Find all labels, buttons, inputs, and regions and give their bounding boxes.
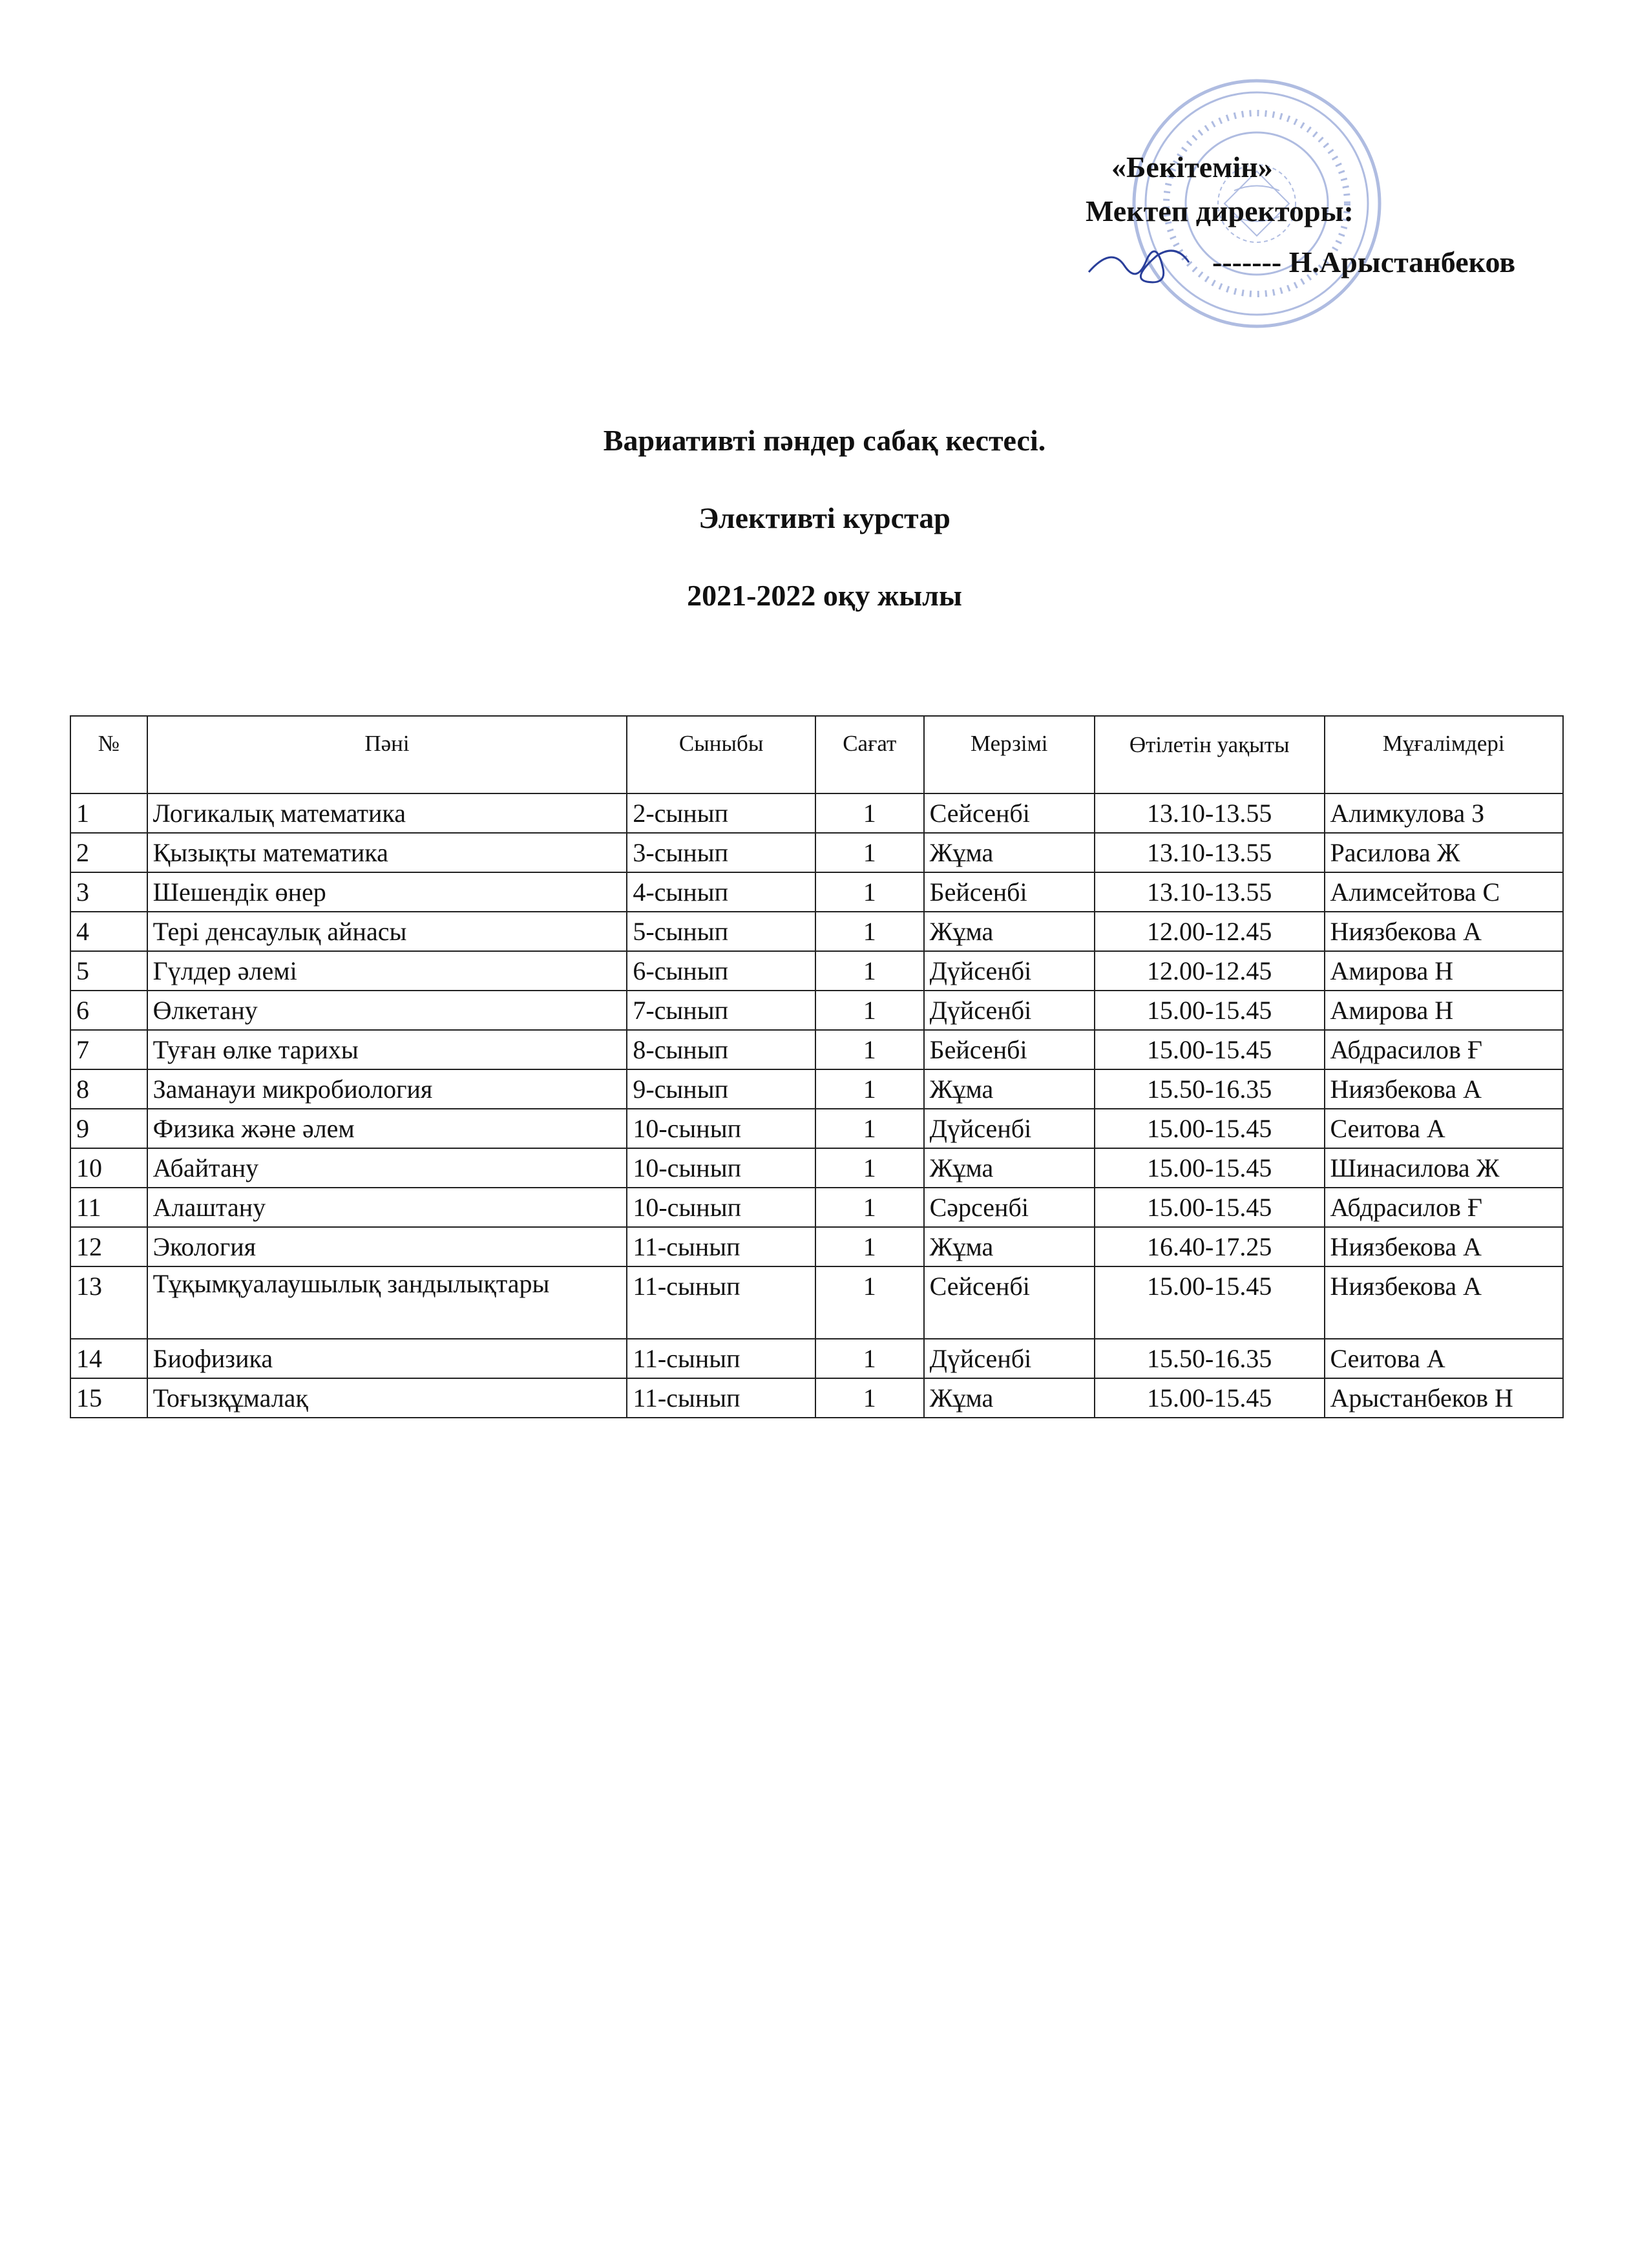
cell-class: 11-сынып — [627, 1339, 815, 1378]
cell-time: 15.00-15.45 — [1095, 1030, 1325, 1069]
cell-hours: 1 — [815, 833, 924, 872]
cell-time: 15.00-15.45 — [1095, 1188, 1325, 1227]
cell-subject: Өлкетану — [147, 991, 627, 1030]
header-num: № — [70, 716, 147, 793]
cell-class: 11-сынып — [627, 1378, 815, 1418]
cell-subject: Туған өлке тарихы — [147, 1030, 627, 1069]
cell-hours: 1 — [815, 1227, 924, 1266]
cell-teacher: Ниязбекова А — [1325, 1069, 1563, 1109]
cell-hours: 1 — [815, 872, 924, 912]
cell-class: 11-сынып — [627, 1227, 815, 1266]
cell-num: 6 — [70, 991, 147, 1030]
header-subject: Пәні — [147, 716, 627, 793]
schedule-table — [70, 715, 1564, 1418]
cell-teacher: Шинасилова Ж — [1325, 1148, 1563, 1188]
cell-hours: 1 — [815, 1148, 924, 1188]
table-row — [70, 1030, 1563, 1069]
table-row — [70, 1227, 1563, 1266]
cell-subject: Биофизика — [147, 1339, 627, 1378]
cell-day: Бейсенбі — [924, 1030, 1095, 1069]
table-row — [70, 833, 1563, 872]
cell-subject: Логикалық математика — [147, 793, 627, 833]
cell-time: 16.40-17.25 — [1095, 1227, 1325, 1266]
cell-subject: Тоғызқұмалақ — [147, 1378, 627, 1418]
cell-class: 6-сынып — [627, 951, 815, 991]
cell-num: 13 — [70, 1266, 147, 1339]
cell-hours: 1 — [815, 991, 924, 1030]
cell-num: 12 — [70, 1227, 147, 1266]
approval-heading: «Бекітемін» — [1111, 151, 1273, 184]
cell-day: Дүйсенбі — [924, 1109, 1095, 1148]
cell-num: 9 — [70, 1109, 147, 1148]
cell-hours: 1 — [815, 1109, 924, 1148]
cell-teacher: Алимкулова З — [1325, 793, 1563, 833]
cell-day: Дүйсенбі — [924, 991, 1095, 1030]
cell-num: 7 — [70, 1030, 147, 1069]
cell-class: 3-сынып — [627, 833, 815, 872]
cell-hours: 1 — [815, 1266, 924, 1339]
academic-year: 2021-2022 оқу жылы — [687, 579, 962, 612]
cell-num: 2 — [70, 833, 147, 872]
cell-teacher: Ниязбекова А — [1325, 912, 1563, 951]
cell-time: 15.00-15.45 — [1095, 991, 1325, 1030]
cell-subject: Экология — [147, 1227, 627, 1266]
cell-class: 10-сынып — [627, 1109, 815, 1148]
table-row — [70, 872, 1563, 912]
cell-num: 1 — [70, 793, 147, 833]
table-row — [70, 793, 1563, 833]
cell-day: Бейсенбі — [924, 872, 1095, 912]
cell-hours: 1 — [815, 1069, 924, 1109]
cell-teacher: Амирова Н — [1325, 991, 1563, 1030]
cell-class: 9-сынып — [627, 1069, 815, 1109]
approval-signature-line — [1086, 233, 1515, 291]
cell-num: 11 — [70, 1188, 147, 1227]
cell-num: 10 — [70, 1148, 147, 1188]
cell-subject: Тұқымқуалаушылық зандылықтары — [147, 1266, 627, 1339]
cell-class: 2-сынып — [627, 793, 815, 833]
cell-day: Дүйсенбі — [924, 1339, 1095, 1378]
header-time: Өтілетін уақыты — [1095, 716, 1325, 793]
cell-num: 14 — [70, 1339, 147, 1378]
cell-day: Жұма — [924, 912, 1095, 951]
cell-num: 3 — [70, 872, 147, 912]
cell-teacher: Сеитова А — [1325, 1109, 1563, 1148]
cell-day: Сейсенбі — [924, 1266, 1095, 1339]
cell-class: 5-сынып — [627, 912, 815, 951]
cell-time: 12.00-12.45 — [1095, 912, 1325, 951]
cell-teacher: Абдрасилов Ғ — [1325, 1188, 1563, 1227]
cell-class: 7-сынып — [627, 991, 815, 1030]
table-row — [70, 951, 1563, 991]
header-day: Мерзімі — [924, 716, 1095, 793]
cell-teacher: Абдрасилов Ғ — [1325, 1030, 1563, 1069]
cell-day: Жұма — [924, 833, 1095, 872]
cell-num: 15 — [70, 1378, 147, 1418]
cell-subject: Тері денсаулық айнасы — [147, 912, 627, 951]
table-row — [70, 1109, 1563, 1148]
cell-num: 5 — [70, 951, 147, 991]
cell-day: Жұма — [924, 1378, 1095, 1418]
cell-teacher: Расилова Ж — [1325, 833, 1563, 872]
signature — [1086, 233, 1208, 291]
document-subtitle: Элективті курстар — [698, 501, 951, 534]
cell-class: 4-сынып — [627, 872, 815, 912]
cell-class: 10-сынып — [627, 1188, 815, 1227]
cell-class: 8-сынып — [627, 1030, 815, 1069]
cell-time: 15.00-15.45 — [1095, 1378, 1325, 1418]
cell-time: 13.10-13.55 — [1095, 793, 1325, 833]
cell-teacher: Сеитова А — [1325, 1339, 1563, 1378]
cell-teacher: Арыстанбеков Н — [1325, 1378, 1563, 1418]
table-header-row — [70, 716, 1563, 793]
cell-class: 10-сынып — [627, 1148, 815, 1188]
cell-time: 15.50-16.35 — [1095, 1069, 1325, 1109]
header-hours: Сағат — [815, 716, 924, 793]
cell-hours: 1 — [815, 1188, 924, 1227]
table-row — [70, 991, 1563, 1030]
cell-time: 15.50-16.35 — [1095, 1339, 1325, 1378]
cell-teacher: Алимсейтова С — [1325, 872, 1563, 912]
cell-hours: 1 — [815, 1339, 924, 1378]
cell-time: 12.00-12.45 — [1095, 951, 1325, 991]
cell-time: 13.10-13.55 — [1095, 872, 1325, 912]
approval-position: Мектеп директоры: — [1086, 194, 1354, 227]
cell-day: Жұма — [924, 1069, 1095, 1109]
cell-day: Дүйсенбі — [924, 951, 1095, 991]
cell-subject: Физика және әлем — [147, 1109, 627, 1148]
cell-hours: 1 — [815, 1378, 924, 1418]
header-teacher: Мұғалімдері — [1325, 716, 1563, 793]
cell-subject: Абайтану — [147, 1148, 627, 1188]
cell-teacher: Ниязбекова А — [1325, 1266, 1563, 1339]
director-name: ------- Н.Арыстанбеков — [1212, 246, 1516, 278]
cell-subject: Шешендік өнер — [147, 872, 627, 912]
cell-time: 15.00-15.45 — [1095, 1109, 1325, 1148]
table-row — [70, 1339, 1563, 1378]
cell-subject: Гүлдер әлемі — [147, 951, 627, 991]
cell-day: Жұма — [924, 1227, 1095, 1266]
approval-block — [1086, 145, 1515, 291]
cell-time: 15.00-15.45 — [1095, 1266, 1325, 1339]
cell-teacher: Амирова Н — [1325, 951, 1563, 991]
cell-class: 11-сынып — [627, 1266, 815, 1339]
cell-hours: 1 — [815, 1030, 924, 1069]
cell-num: 4 — [70, 912, 147, 951]
cell-num: 8 — [70, 1069, 147, 1109]
cell-time: 15.00-15.45 — [1095, 1148, 1325, 1188]
cell-day: Сейсенбі — [924, 793, 1095, 833]
cell-hours: 1 — [815, 951, 924, 991]
cell-time: 13.10-13.55 — [1095, 833, 1325, 872]
table-row — [70, 1266, 1563, 1339]
cell-subject: Алаштану — [147, 1188, 627, 1227]
table-row — [70, 1188, 1563, 1227]
table-row — [70, 1148, 1563, 1188]
table-body — [70, 793, 1563, 1418]
table-row — [70, 1378, 1563, 1418]
cell-hours: 1 — [815, 912, 924, 951]
table-row — [70, 912, 1563, 951]
cell-hours: 1 — [815, 793, 924, 833]
table-row — [70, 1069, 1563, 1109]
cell-day: Сәрсенбі — [924, 1188, 1095, 1227]
header-class: Сыныбы — [627, 716, 815, 793]
cell-subject: Заманауи микробиология — [147, 1069, 627, 1109]
cell-subject: Қызықты математика — [147, 833, 627, 872]
cell-day: Жұма — [924, 1148, 1095, 1188]
cell-teacher: Ниязбекова А — [1325, 1227, 1563, 1266]
document-title: Вариативті пәндер сабақ кестесі. — [603, 424, 1046, 457]
